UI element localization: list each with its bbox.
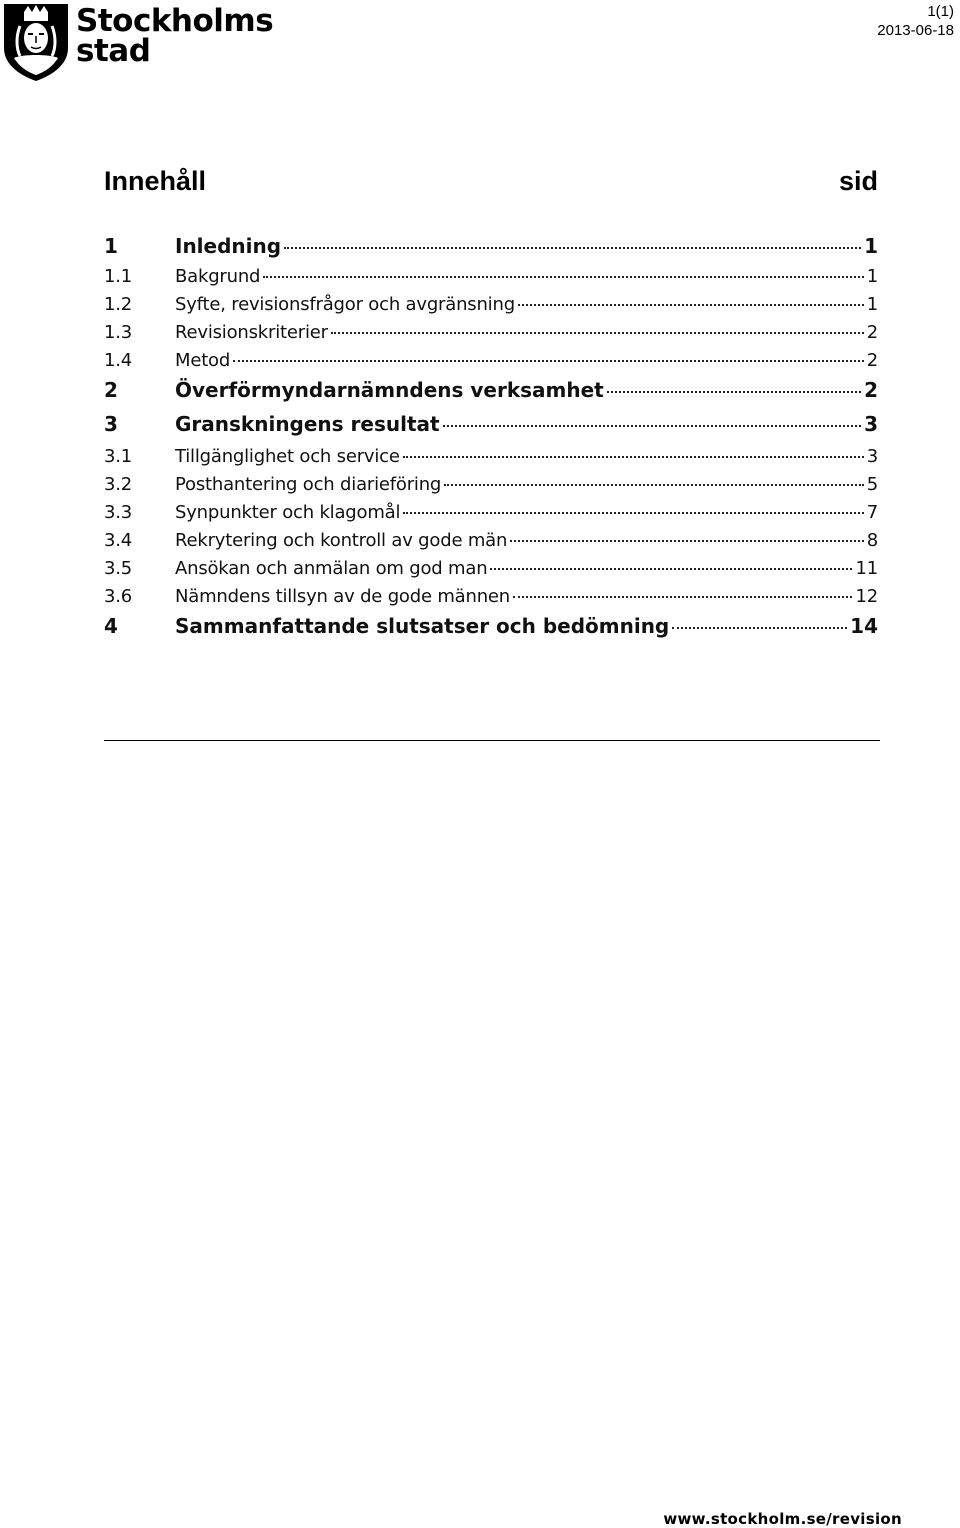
toc-page-column-label: sid [838,166,878,196]
toc-entry[interactable] [104,502,878,530]
toc-entry-number: 3.4 [104,530,133,551]
toc-entry-text: Sammanfattande slutsatser och bedömning [175,614,670,638]
toc-entry[interactable] [104,350,878,378]
horizontal-rule [104,740,880,741]
toc-entry[interactable] [104,530,878,558]
toc-entry-number: 3.2 [104,474,133,495]
toc-entry-number: 4 [104,614,118,638]
toc-entry-text: Ansökan och anmälan om god man [175,558,488,579]
toc-leader-dots [403,512,863,514]
toc-entry-page: 5 [866,474,878,495]
toc-entry-text: Posthantering och diarieföring [175,474,442,495]
toc-entry-number: 2 [104,378,118,402]
toc-entry-page: 3 [864,412,878,436]
toc-entry-number: 1.2 [104,294,133,315]
toc-entry-text: Tillgänglighet och service [175,446,400,467]
toc-entry-text: Rekrytering och kontroll av gode män [175,530,508,551]
toc-entry[interactable] [104,378,878,412]
toc-entry-number: 3.1 [104,446,133,467]
toc-leader-dots [443,425,861,427]
coat-of-arms-icon [2,2,70,82]
toc-entry-text: Revisionskriterier [175,322,328,343]
toc-leader-dots [233,360,864,362]
toc-entry-text: Bakgrund [175,266,261,287]
toc-entry[interactable] [104,586,878,614]
toc-entry-text: Inledning [175,234,282,258]
toc-entry-number: 3.3 [104,502,133,523]
toc-leader-dots [672,627,847,629]
toc-leader-dots [518,304,864,306]
toc-entry-page: 1 [864,234,878,258]
page-info [877,2,954,40]
toc-leader-dots [510,540,864,542]
toc-entry-number: 1.3 [104,322,133,343]
toc-entry[interactable] [104,474,878,502]
toc-leader-dots [513,596,852,598]
toc-entry-number: 1.4 [104,350,133,371]
toc-entry-text: Metod [175,350,231,371]
toc-leader-dots [444,484,864,486]
toc-leader-dots [331,332,864,334]
toc-entry-number: 1.1 [104,266,133,287]
toc-leader-dots [490,568,852,570]
toc-entry-page: 8 [866,530,878,551]
logo-text-line1: Stockholms [76,3,274,39]
toc-entry-page: 1 [866,266,878,287]
toc-leader-dots [263,276,863,278]
toc-entry-text: Granskningens resultat [175,412,440,436]
toc-entry[interactable] [104,266,878,294]
toc-entry-page: 2 [866,350,878,371]
table-of-contents [104,234,878,648]
toc-entry[interactable] [104,558,878,586]
toc-entry-page: 1 [866,294,878,315]
toc-entry-text: Syfte, revisionsfrågor och avgränsning [175,294,515,315]
document-date: 2013-06-18 [877,22,954,39]
toc-entry-number: 3.6 [104,586,133,607]
toc-entry-text: Nämndens tillsyn av de gode männen [175,586,511,607]
page-number: 1(1) [927,3,954,20]
toc-entry-number: 3 [104,412,118,436]
toc-entry-page: 12 [855,586,878,607]
toc-entry-number: 1 [104,234,118,258]
toc-leader-dots [403,456,864,458]
toc-title: Innehåll [104,166,207,196]
logo-wordmark [76,3,274,69]
toc-entry[interactable] [104,412,878,446]
toc-entry[interactable] [104,294,878,322]
toc-entry-text: Synpunkter och klagomål [175,502,401,523]
stockholm-stad-logo [2,2,274,82]
toc-entry[interactable] [104,234,878,266]
toc-leader-dots [284,247,861,249]
toc-entry-number: 3.5 [104,558,133,579]
toc-entry-page: 11 [855,558,878,579]
toc-entry-page: 2 [864,378,878,402]
toc-entry[interactable] [104,446,878,474]
toc-entry-text: Överförmyndarnämndens verksamhet [175,378,604,402]
toc-entry-page: 2 [866,322,878,343]
toc-entry-page: 3 [866,446,878,467]
toc-entry[interactable] [104,614,878,648]
footer-url[interactable]: www.stockholm.se/revision [663,1510,902,1528]
toc-entry-page: 14 [850,614,878,638]
toc-leader-dots [607,391,861,393]
toc-entry[interactable] [104,322,878,350]
toc-entry-page: 7 [866,502,878,523]
toc-header [104,166,878,202]
logo-text-line2: stad [76,33,151,69]
